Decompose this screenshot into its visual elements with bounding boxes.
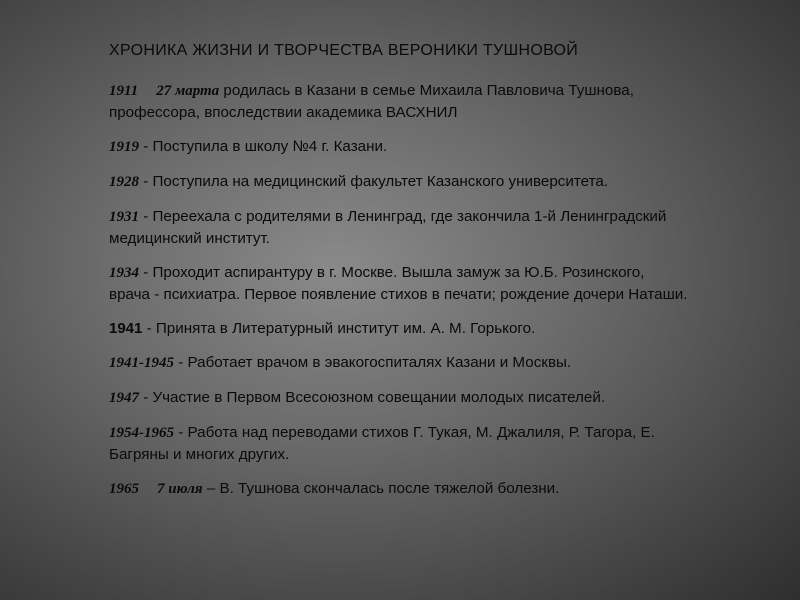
entry-year: 1965 <box>109 481 139 497</box>
entry-year: 1919 <box>109 139 139 155</box>
entry-separator: – <box>202 480 220 497</box>
entry-year: 1934 <box>109 265 139 281</box>
chronicle-entry <box>109 136 689 158</box>
chronicle-entry <box>109 352 689 374</box>
entry-year: 1931 <box>109 209 139 225</box>
entry-date: 27 марта <box>156 83 220 99</box>
entry-text: Поступила в школу №4 г. Казани. <box>152 138 388 155</box>
entry-text: В. Тушнова скончалась после тяжелой болезни. <box>219 480 560 497</box>
chronicle-content <box>109 40 689 513</box>
entry-separator: - <box>174 424 188 441</box>
chronicle-entry <box>109 80 689 123</box>
entry-year: 1947 <box>109 390 139 406</box>
entry-separator: - <box>139 138 153 155</box>
entry-separator: - <box>174 354 188 371</box>
entry-separator: - <box>139 264 153 281</box>
entry-year: 1941-1945 <box>109 355 174 371</box>
chronicle-entry <box>109 262 689 305</box>
entry-separator: - <box>139 389 153 406</box>
entry-text: Проходит аспирантуру в г. Москве. Вышла замуж за Ю.Б. Розинского, врача - психиатра. Первое появление стихов в печати; рождение дочери Наташи. <box>109 264 688 303</box>
entry-text: Участие в Первом Всесоюзном совещании молодых писателей. <box>152 389 606 406</box>
entry-text: Работа над переводами стихов Г. Тукая, М. Джалиля, Р. Тагора, Е. Багряны и многих других. <box>109 424 655 463</box>
entry-text: Переехала с родителями в Ленинград, где закончила 1-й Ленинградский медицинский институт. <box>109 208 667 247</box>
chronicle-entry <box>109 318 689 339</box>
entry-text: родилась в Казани в семье Михаила Павловича Тушнова, профессора, впоследствии академика ВАСХНИЛ <box>109 82 634 121</box>
entry-separator: - <box>142 320 156 337</box>
chronicle-entry <box>109 422 689 465</box>
entry-year: 1928 <box>109 174 139 190</box>
chronicle-entry <box>109 171 689 193</box>
entry-year: 1911 <box>109 83 139 99</box>
entry-text: Работает врачом в эвакогоспиталях Казани и Москвы. <box>187 354 572 371</box>
entry-text: Принята в Литературный институт им. А. М. Горького. <box>155 320 536 337</box>
entry-year: 1954-1965 <box>109 425 174 441</box>
entry-date: 7 июля <box>157 481 203 497</box>
page-title: ХРОНИКА ЖИЗНИ И ТВОРЧЕСТВА ВЕРОНИКИ ТУШНОВОЙ <box>109 42 579 59</box>
entry-text: Поступила на медицинский факультет Казанского университета. <box>152 173 609 190</box>
entry-separator: - <box>139 208 153 225</box>
chronicle-entry <box>109 206 689 249</box>
chronicle-entry <box>109 478 689 500</box>
chronicle-entry <box>109 387 689 409</box>
entry-separator: - <box>139 173 153 190</box>
entry-year: 1941 <box>109 320 143 337</box>
